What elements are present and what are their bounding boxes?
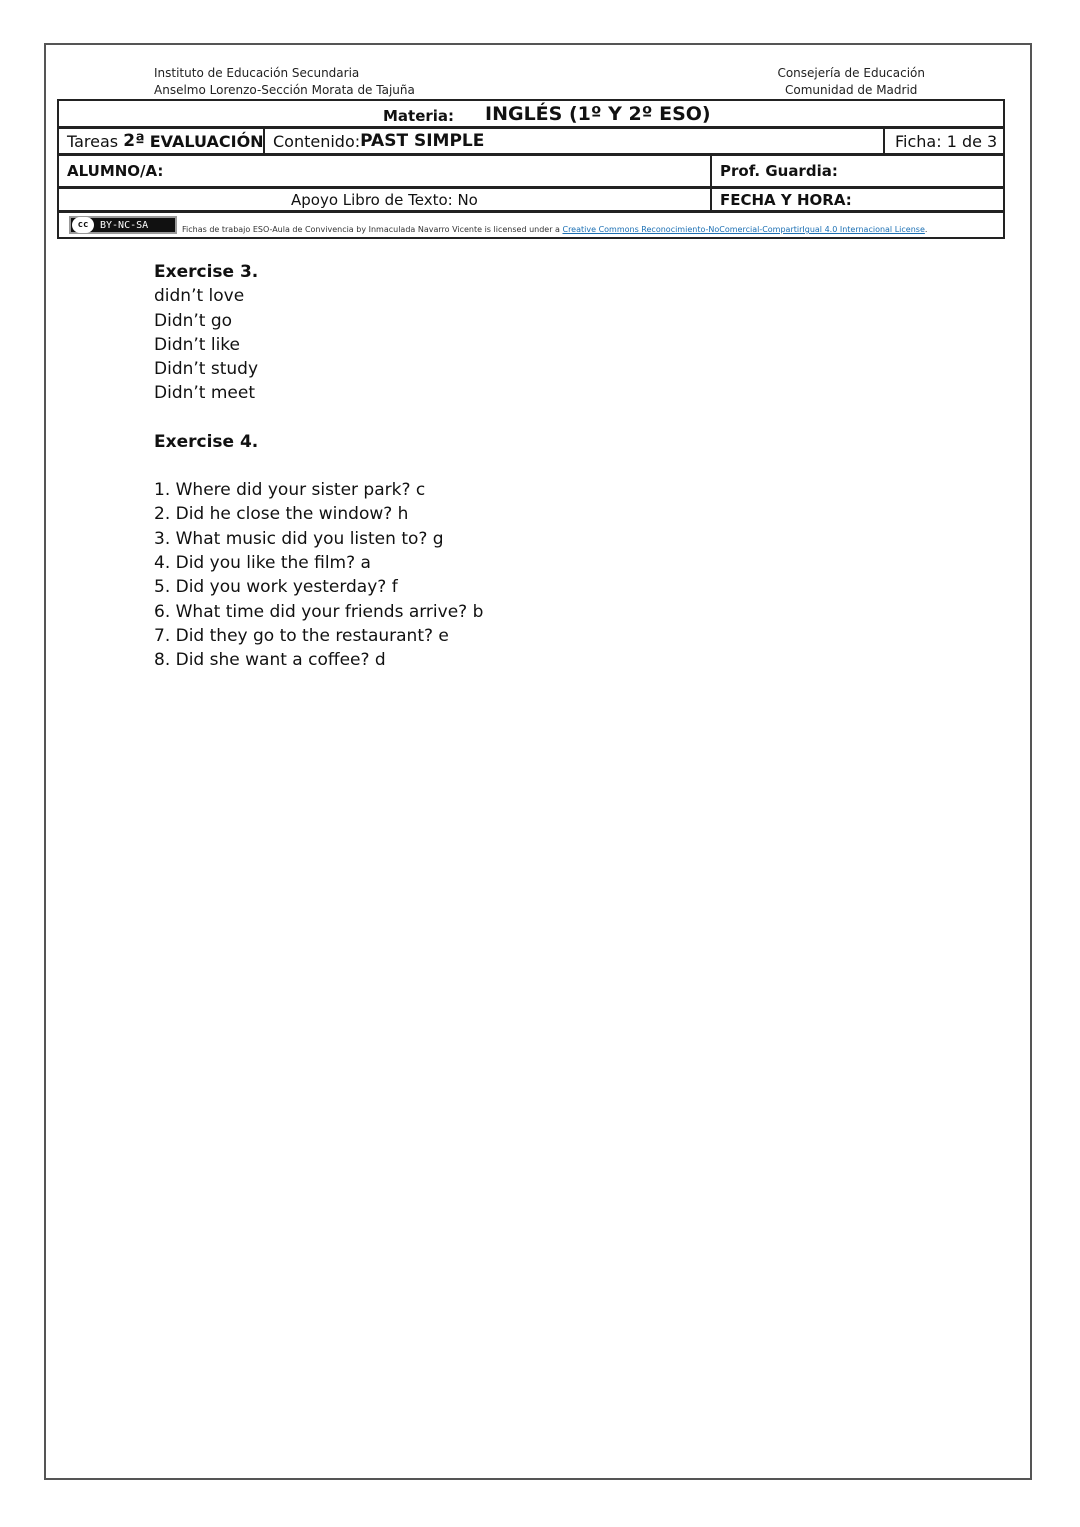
- materia-row: [57, 99, 1005, 128]
- exercise-3-answer: Didn’t go: [154, 310, 233, 331]
- exercise-3-title: Exercise 3.: [154, 262, 259, 282]
- worksheet-content: [154, 260, 483, 672]
- institute-name: [154, 65, 415, 99]
- exercise-3-answer: Didn’t study: [154, 359, 259, 380]
- institute-line-1: Instituto de Educación Secundaria: [154, 66, 360, 80]
- license-statement: Fichas de trabajo ESO-Aula de Convivencia by Inmaculada Navarro Vicente is licensed under a: [182, 225, 563, 234]
- tareas-cell: [59, 129, 265, 153]
- exercise-4-answer: 7. Did they go to the restaurant? e: [154, 625, 449, 646]
- license-link[interactable]: Creative Commons Reconocimiento-NoComercial-CompartirIgual 4.0 Internacional License: [562, 225, 925, 234]
- exercise-3-answer: Didn’t like: [154, 334, 240, 355]
- exercise-4-answer: 4. Did you like the film? a: [154, 552, 371, 573]
- tareas-prefix: Tareas: [67, 131, 119, 151]
- exercise-4-title: Exercise 4.: [154, 431, 259, 452]
- tareas-suffix: EVALUACIÓN: [149, 131, 264, 151]
- cc-icon: cc: [72, 217, 94, 233]
- contenido-value: PAST SIMPLE: [360, 131, 485, 151]
- materia-label: Materia:: [383, 107, 455, 125]
- alumno-field[interactable]: ALUMNO/A:: [59, 156, 712, 186]
- exercise-4-answer: 2. Did he close the window? h: [154, 504, 409, 525]
- exercise-4-answer: 1. Where did your sister park? c: [154, 480, 426, 501]
- tareas-row: [57, 127, 1005, 155]
- license-row: [57, 211, 1005, 239]
- prof-guardia-field[interactable]: Prof. Guardia:: [720, 162, 838, 180]
- exercise-3-answer: Didn’t meet: [154, 383, 255, 404]
- alumno-row: [57, 154, 1005, 188]
- cc-badge-text: BY-NC-SA: [100, 219, 149, 231]
- tareas-number: 2ª: [123, 131, 145, 151]
- apoyo-row: [57, 187, 1005, 212]
- consejeria-line-1: Consejería de Educación: [777, 66, 925, 80]
- consejeria-line-2: Comunidad de Madrid: [785, 83, 918, 97]
- ficha-cell: Ficha: 1 de 3: [895, 131, 998, 151]
- consejeria-name: [777, 65, 925, 99]
- exercise-3-answer: didn’t love: [154, 286, 245, 307]
- license-end: .: [924, 225, 928, 234]
- exercise-4-answer: 6. What time did your friends arrive? b: [154, 601, 484, 622]
- materia-value: INGLÉS (1º Y 2º ESO): [485, 103, 711, 125]
- fecha-hora-field[interactable]: FECHA Y HORA:: [720, 190, 852, 209]
- apoyo-cell: Apoyo Libro de Texto: No: [59, 189, 712, 210]
- contenido-label: Contenido:: [273, 131, 361, 151]
- exercise-4-answer: 8. Did she want a coffee? d: [154, 650, 386, 671]
- exercise-4-answer: 5. Did you work yesterday? f: [154, 577, 398, 598]
- contenido-cell: [265, 129, 885, 153]
- cc-license-badge: [69, 216, 177, 234]
- license-text: [182, 225, 927, 234]
- institute-line-2: Anselmo Lorenzo-Sección Morata de Tajuña: [154, 83, 415, 97]
- exercise-4-answer: 3. What music did you listen to? g: [154, 528, 444, 549]
- page-border: [44, 43, 1032, 1480]
